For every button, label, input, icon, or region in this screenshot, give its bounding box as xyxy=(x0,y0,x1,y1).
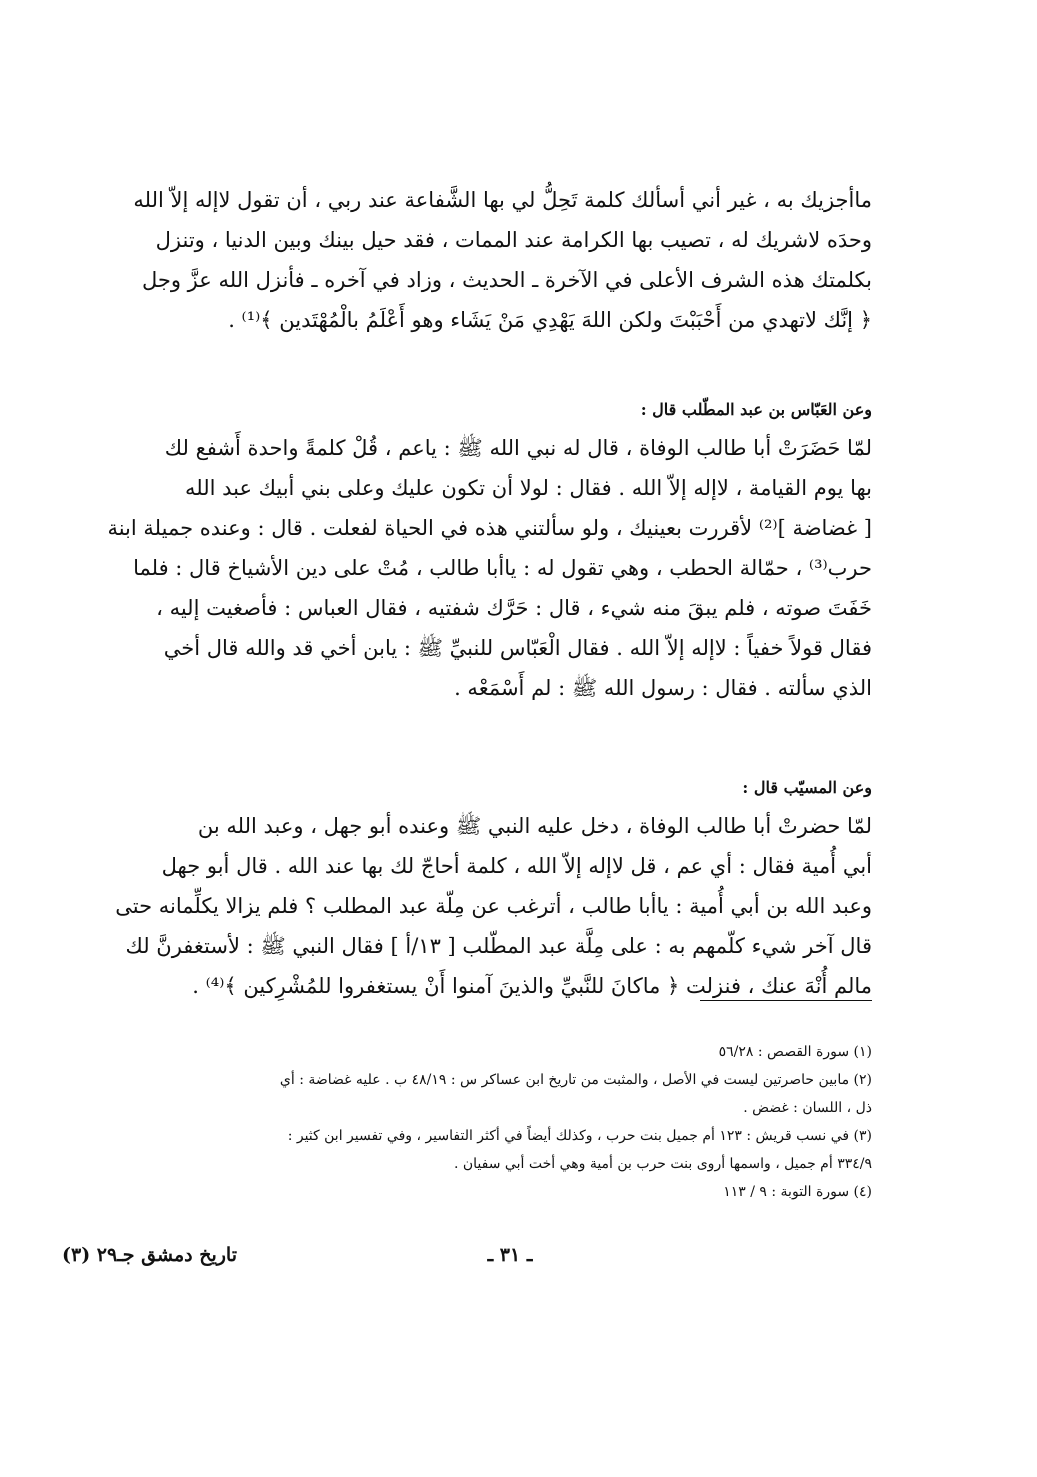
footnote-line: (١) سورة القصص : ٥٦/٢٨ xyxy=(718,1044,872,1060)
text-line: حرب⁽³⁾ ، حمّالة الحطب ، وهي تقول له : ياأبا طالب ، مُتْ على دين الأشياخ قال : فلما xyxy=(133,556,872,580)
text-line: بها يوم القيامة ، لاإله إلاّ الله . فقال : لولا أن تكون عليك وعلى بني أبيك عبد الله xyxy=(184,476,872,500)
paragraph-1 xyxy=(133,180,872,340)
page-number: ـ ٣١ ـ xyxy=(487,1244,533,1266)
text-line: لمّا حَضَرَتْ أبا طالب الوفاة ، قال له نبي الله ﷺ : ياعم ، قُلْ كلمةً واحدة أَشفع لك xyxy=(164,436,872,460)
text-line: وحدَه لاشريك له ، تصيب بها الكرامة عند الممات ، فقد حيل بينك وبين الدنيا ، وتنزل xyxy=(155,228,872,252)
footnotes xyxy=(162,1038,872,1206)
text-line: وعبد الله بن أبي أُمية : ياأبا طالب ، أترغب عن مِلّة عبد المطلب ؟ فلم يزالا يكلِّمانه حتى xyxy=(115,894,872,918)
text-line: فقال قولاً خفياً : لاإله إلاّ الله . فقال الْعَبّاس للنبيِّ ﷺ : يابن أخي قد والله قال أخي xyxy=(163,636,872,660)
footnote-line: ٣٣٤/٩ أم جميل ، واسمها أروى بنت حرب بن أمية وهي أخت أبي سفيان . xyxy=(453,1156,872,1172)
footnote-line: (٣) في نسب قريش : ١٢٣ أم جميل بنت حرب ، وكذلك أيضاً في أكثر التفاسير ، وفي تفسير ابن كثير : xyxy=(287,1128,872,1144)
text-line: [ غضاضة ]⁽²⁾ لأقررت بعينيك ، ولو سألتني هذه في الحياة لفعلت . قال : وعنده جميلة ابنة xyxy=(107,516,872,540)
text-line: مالم أُنْهَ عنك ، فنزلت ﴿ ماكانَ للنَّبيِّ والذينَ آمنوا أَنْ يستغفروا للمُشْرِكين ﴾⁽⁴⁾ . xyxy=(192,974,872,998)
footnote-divider xyxy=(700,1000,872,1001)
text-line: ﴿ إنَّك لاتهدي من أَحْبَبْتَ ولكن اللهَ يَهْدِي مَنْ يَشَاء وهو أَعْلَمُ بالْمُهْتَدين ﴾⁽¹⁾ . xyxy=(228,308,872,332)
text-line: بكلمتك هذه الشرف الأعلى في الآخرة ـ الحديث ، وزاد في آخره ـ فأنزل الله عزَّ وجل xyxy=(141,268,872,292)
text-line: الذي سألته . فقال : رسول الله ﷺ : لم أَسْمَعْه . xyxy=(454,676,872,700)
paragraph-2 xyxy=(107,428,872,708)
section-heading-musayyab: وعن المسيّب قال : xyxy=(742,778,872,797)
text-line: ماأجزيك به ، غير أني أسألك كلمة تَحِلُّ لي بها الشَّفاعة عند ربي ، أن تقول لاإله إلاّ الله xyxy=(133,188,872,212)
footnote-line: (٤) سورة التوبة : ٩ / ١١٣ xyxy=(723,1184,872,1200)
paragraph-3 xyxy=(115,806,872,1006)
text-line: لمّا حضرتْ أبا طالب الوفاة ، دخل عليه النبي ﷺ وعنده أبو جهل ، وعبد الله بن xyxy=(197,814,872,838)
text-line: قال آخر شيء كلّمهم به : على مِلَّة عبد المطّلب [ ١٣/أ ] فقال النبي ﷺ : لأستغفرنَّ لك xyxy=(125,934,872,958)
book-title: تاريخ دمشق جـ٢٩ (٣) xyxy=(61,1244,237,1266)
footnote-line: (٢) مابين حاصرتين ليست في الأصل ، والمثبت من تاريخ ابن عساكر س : ٤٨/١٩ ب . عليه غضاضة : أي xyxy=(279,1072,872,1088)
text-line: خَفَتَ صوته ، فلم يبقَ منه شيء ، قال : حَرَّك شفتيه ، فقال العباس : فأصغيت إليه ، xyxy=(156,596,872,620)
text-line: أبي أُمية فقال : أي عم ، قل لاإله إلاّ الله ، كلمة أحاجّ لك بها عند الله . قال أبو جهل xyxy=(161,854,872,878)
section-heading-abbas: وعن العَبّاس بن عبد المطّلب قال : xyxy=(640,400,872,419)
footnote-line: ذل ، اللسان : غضض . xyxy=(743,1100,872,1116)
